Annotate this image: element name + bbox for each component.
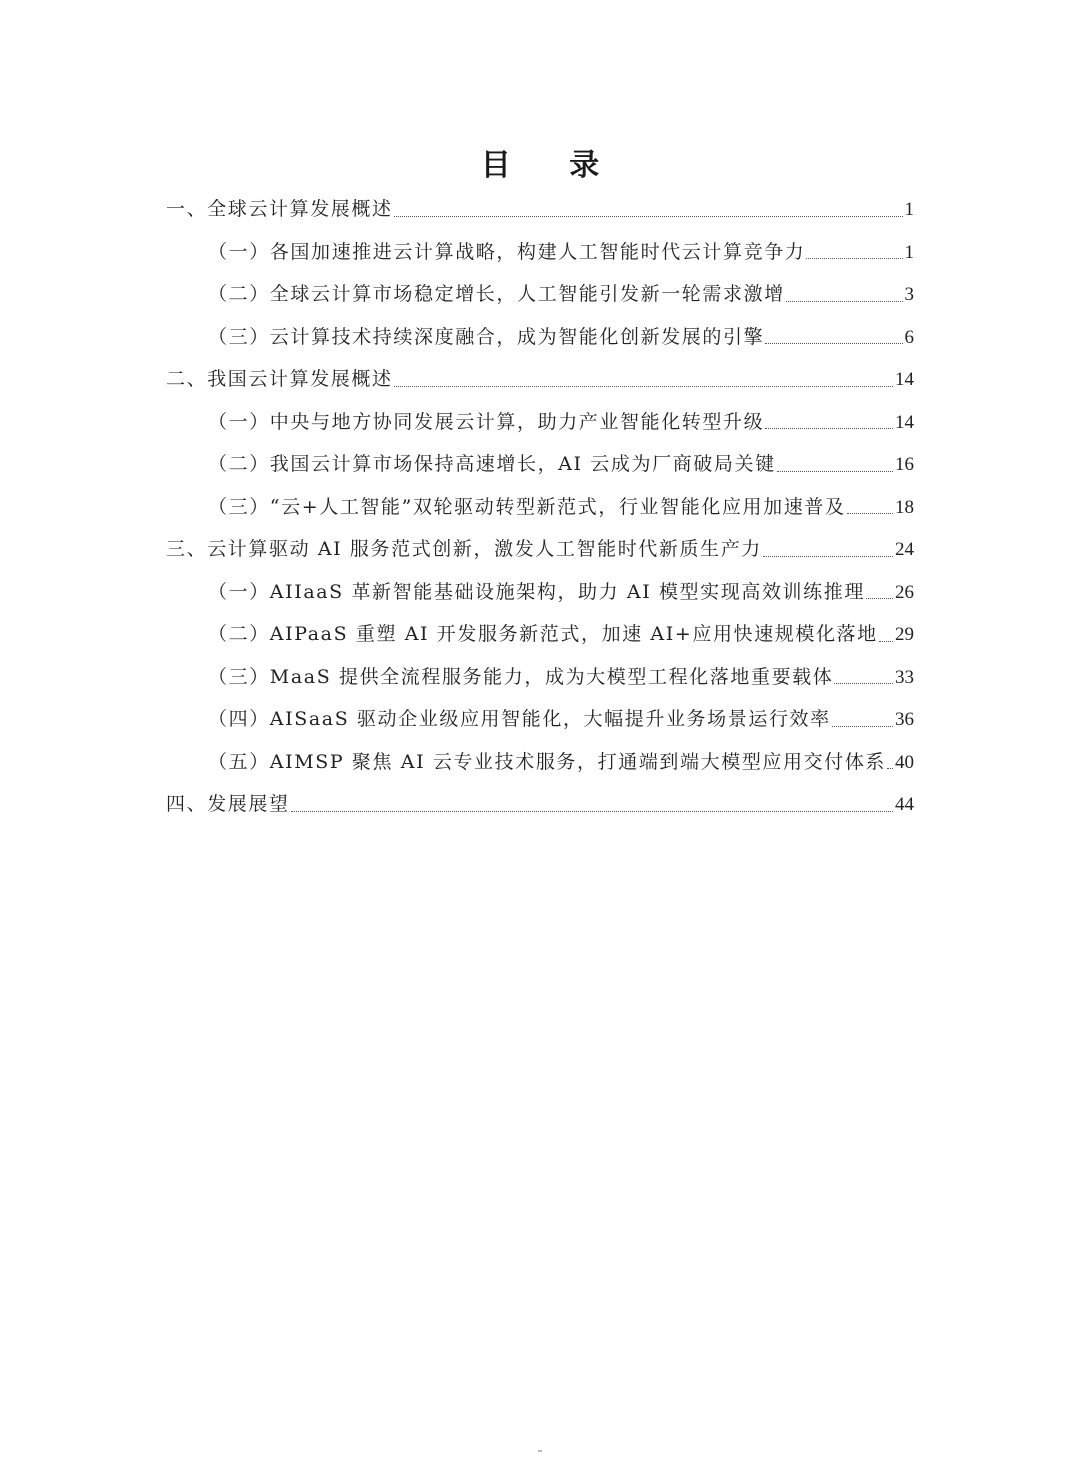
toc-chapter-entry[interactable] [166,358,914,401]
toc-page-number: 26 [895,581,914,603]
toc-section-entry[interactable] [166,486,914,529]
toc-page-number: 3 [904,284,914,305]
toc-section-entry[interactable] [166,401,914,444]
toc-dot-leader [834,683,893,684]
toc-dot-leader [847,513,893,514]
toc-section-entry[interactable] [166,443,914,486]
toc-page-number: 6 [904,326,914,348]
toc-page-number: 40 [895,751,914,773]
toc-entry-title: 三、云计算驱动 AI 服务范式创新，激发人工智能时代新质生产力 [166,538,762,560]
toc-entry-title: （三）“云+人工智能”双轮驱动转型新范式，行业智能化应用加速普及 [208,495,846,518]
toc-dot-leader [765,343,902,344]
toc-dot-leader [887,768,893,769]
page-title: 目 录 [480,148,624,183]
toc-section-entry[interactable] [166,316,914,359]
toc-section-entry[interactable] [166,273,914,316]
toc-page-number: 44 [895,794,914,815]
toc-dot-leader [394,386,893,387]
toc-entry-title: 一、全球云计算发展概述 [166,198,393,220]
toc-entry-title: （三）云计算技术持续深度融合，成为智能化创新发展的引擎 [208,325,765,348]
toc-page-number: 16 [895,454,914,475]
toc-dot-leader [763,556,893,557]
toc-page-number: 1 [904,199,914,220]
toc-dot-leader [832,726,893,727]
toc-section-entry[interactable] [166,741,914,784]
toc-entry-title: （一）中央与地方协同发展云计算，助力产业智能化转型升级 [208,410,765,433]
toc-dot-leader [879,641,893,642]
toc-entry-title: （二）全球云计算市场稳定增长，人工智能引发新一轮需求激增 [208,283,785,305]
toc-chapter-entry[interactable] [166,783,914,826]
toc-entry-title: （五）AIMSP 聚焦 AI 云专业技术服务，打通端到端大模型应用交付体系 [208,750,887,773]
toc-entry-title: （一）AIIaaS 革新智能基础设施架构，助力 AI 模型实现高效训练推理 [208,580,865,603]
toc-dot-leader [291,811,893,812]
toc-section-entry[interactable] [166,571,914,614]
toc-dot-leader [777,471,893,472]
toc-dot-leader [786,301,903,302]
toc-dot-leader [866,598,893,599]
toc-page-number: 14 [895,369,914,390]
toc-dot-leader [806,258,902,259]
toc-page-number: 36 [895,709,914,730]
toc-dot-leader [765,428,893,429]
toc-section-entry[interactable] [166,698,914,741]
toc-entry-title: 四、发展展望 [166,793,290,815]
page-footer-mark [538,1450,542,1452]
toc-page-number: 33 [895,666,914,688]
toc-entry-title: 二、我国云计算发展概述 [166,368,393,390]
toc-entry-title: （二）我国云计算市场保持高速增长，AI 云成为厂商破局关键 [208,453,776,475]
toc-chapter-entry[interactable] [166,188,914,231]
toc-section-entry[interactable] [166,231,914,274]
table-of-contents [166,188,914,826]
toc-page-number: 29 [895,624,914,645]
toc-page-number: 14 [895,411,914,433]
toc-entry-title: （二）AIPaaS 重塑 AI 开发服务新范式，加速 AI+应用快速规模化落地 [208,623,878,645]
toc-page-number: 1 [904,241,914,263]
toc-entry-title: （三）MaaS 提供全流程服务能力，成为大模型工程化落地重要载体 [208,665,834,688]
toc-chapter-entry[interactable] [166,528,914,571]
toc-page-number: 24 [895,539,914,560]
toc-entry-title: （一）各国加速推进云计算战略，构建人工智能时代云计算竞争力 [208,240,806,263]
toc-section-entry[interactable] [166,656,914,699]
toc-section-entry[interactable] [166,613,914,656]
toc-dot-leader [394,216,903,217]
toc-page-number: 18 [895,496,914,518]
toc-entry-title: （四）AISaaS 驱动企业级应用智能化，大幅提升业务场景运行效率 [208,708,831,730]
